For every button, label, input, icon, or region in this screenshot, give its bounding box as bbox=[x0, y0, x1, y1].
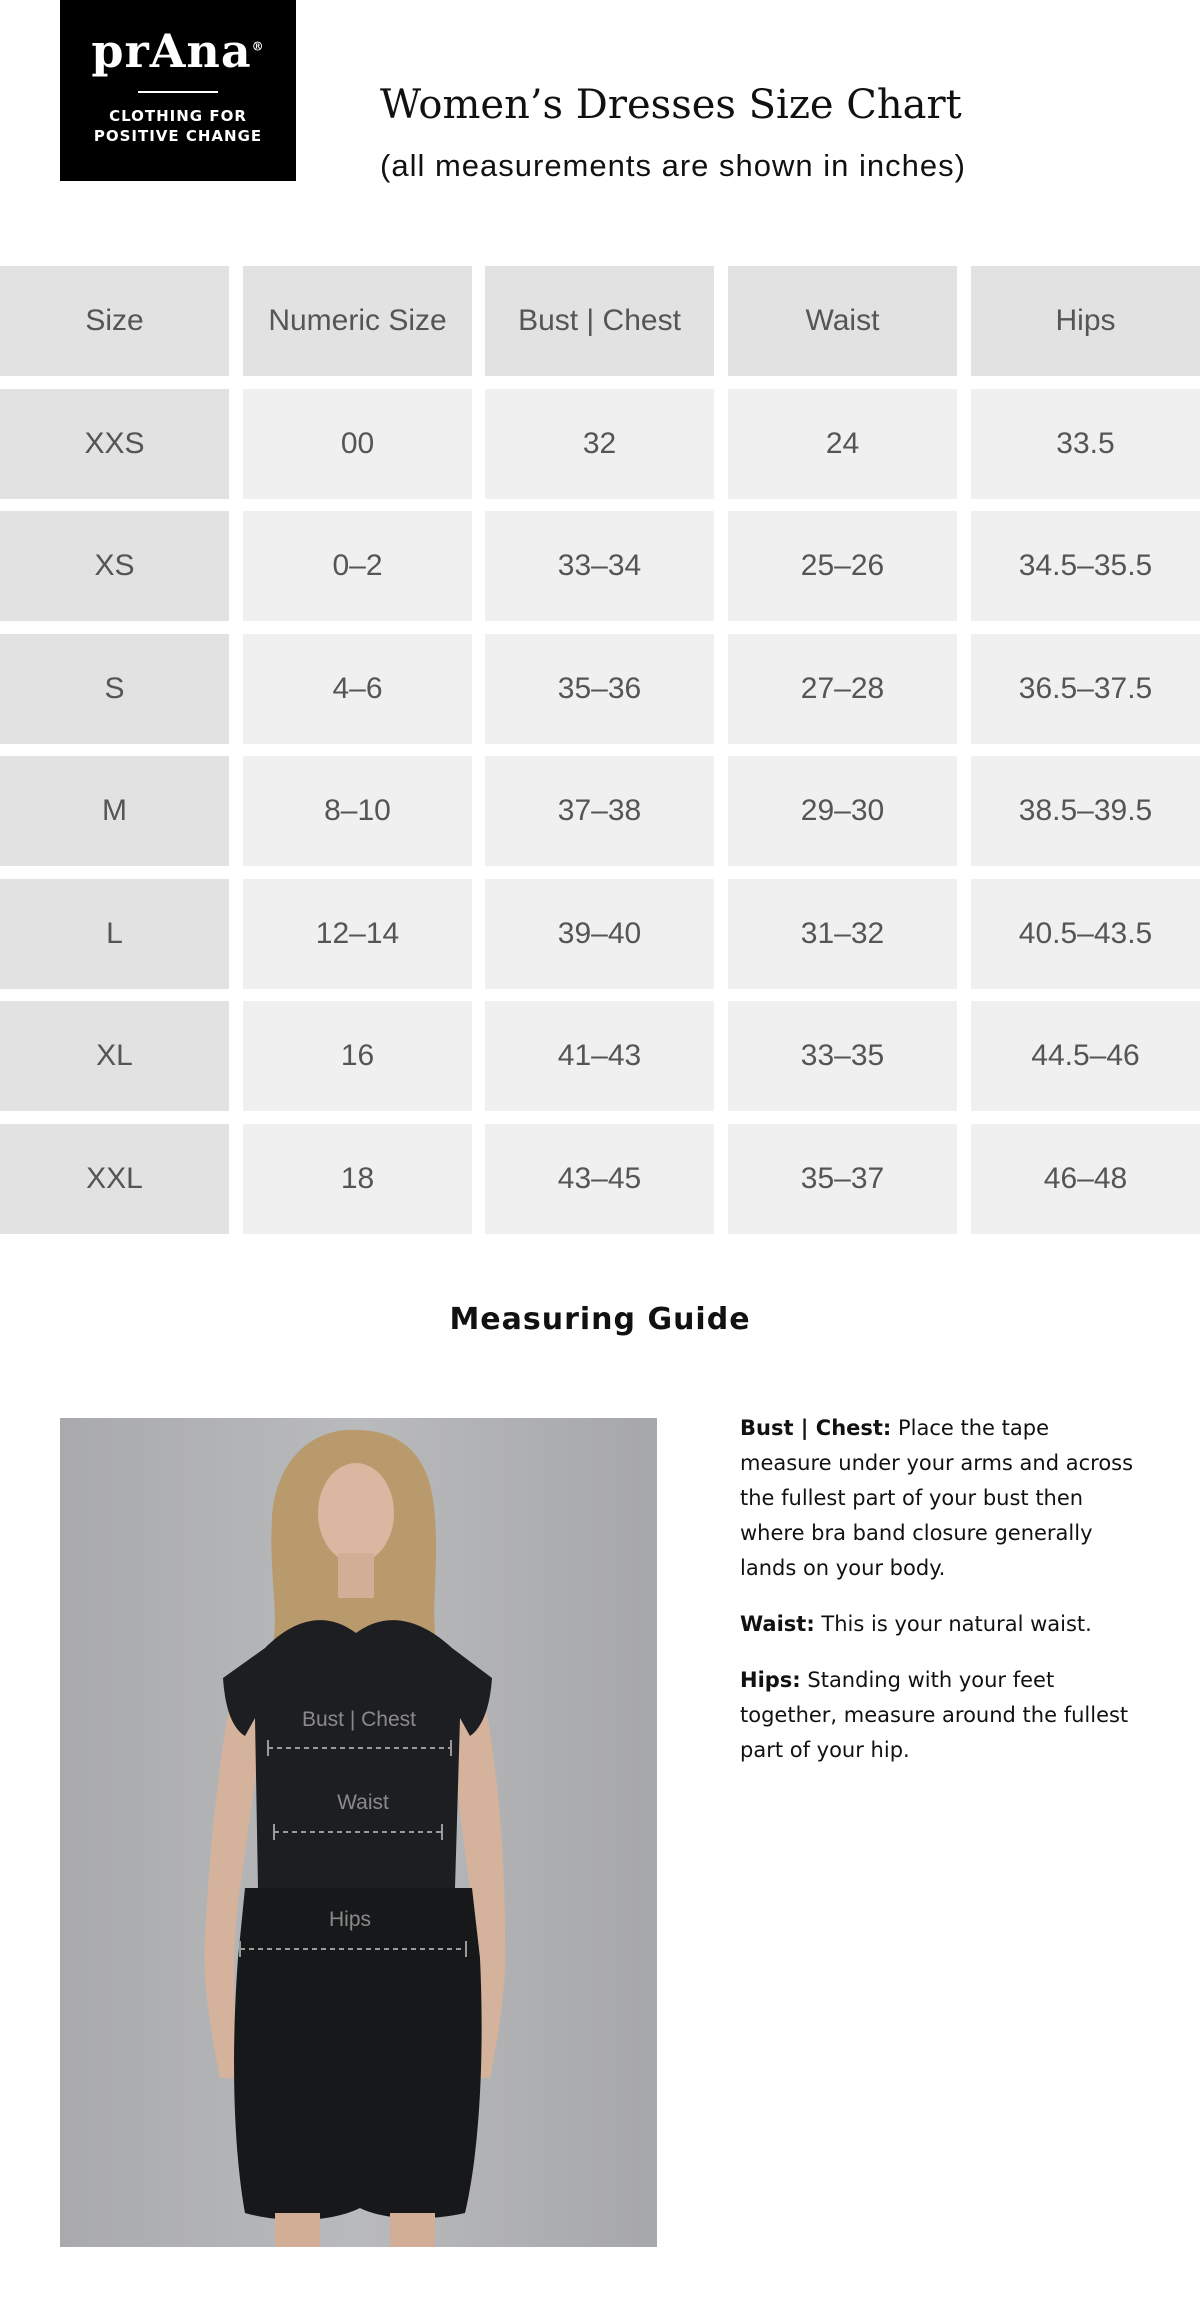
table-cell: 34.5–35.5 bbox=[971, 511, 1200, 621]
prana-logo bbox=[60, 0, 296, 181]
size-label-cell: L bbox=[0, 879, 229, 989]
table-cell: 18 bbox=[243, 1124, 472, 1234]
size-label-cell: XXL bbox=[0, 1124, 229, 1234]
table-cell: 46–48 bbox=[971, 1124, 1200, 1234]
table-cell: 00 bbox=[243, 389, 472, 499]
column-header: Hips bbox=[971, 266, 1200, 376]
table-cell: 40.5–43.5 bbox=[971, 879, 1200, 989]
table-cell: 33–34 bbox=[485, 511, 714, 621]
logo-tagline: CLOTHING FOR POSITIVE CHANGE bbox=[93, 107, 263, 145]
table-cell: 37–38 bbox=[485, 756, 714, 866]
table-cell: 16 bbox=[243, 1001, 472, 1111]
size-chart-table bbox=[0, 266, 1200, 1234]
table-cell: 25–26 bbox=[728, 511, 957, 621]
column-header: Numeric Size bbox=[243, 266, 472, 376]
logo-wordmark: prAna® bbox=[91, 24, 265, 78]
model-photo bbox=[60, 1418, 657, 2247]
page-title: Women’s Dresses Size Chart bbox=[380, 82, 962, 128]
table-cell: 36.5–37.5 bbox=[971, 634, 1200, 744]
table-cell: 44.5–46 bbox=[971, 1001, 1200, 1111]
table-cell: 31–32 bbox=[728, 879, 957, 989]
column-header: Bust | Chest bbox=[485, 266, 714, 376]
guide-item-hips: Hips: Standing with your feet together, measure around the fullest part of your hip. bbox=[740, 1668, 1129, 1762]
size-label-cell: S bbox=[0, 634, 229, 744]
size-label-cell: M bbox=[0, 756, 229, 866]
measuring-instructions bbox=[740, 1411, 1140, 1789]
column-header: Size bbox=[0, 266, 229, 376]
table-cell: 39–40 bbox=[485, 879, 714, 989]
waist-measure-label: Waist bbox=[337, 1791, 389, 1814]
table-cell: 12–14 bbox=[243, 879, 472, 989]
table-cell: 33–35 bbox=[728, 1001, 957, 1111]
guide-item-bust: Bust | Chest: Place the tape measure under your arms and across the fullest part of your bust then where bra band closure generally lands on your body. bbox=[740, 1416, 1134, 1580]
page-subtitle: (all measurements are shown in inches) bbox=[380, 148, 966, 183]
model-illustration bbox=[60, 1418, 657, 2247]
table-cell: 43–45 bbox=[485, 1124, 714, 1234]
measuring-guide-heading: Measuring Guide bbox=[449, 1302, 751, 1337]
guide-item-waist: Waist: This is your natural waist. bbox=[740, 1612, 1092, 1636]
size-label-cell: XL bbox=[0, 1001, 229, 1111]
table-cell: 0–2 bbox=[243, 511, 472, 621]
logo-divider bbox=[138, 91, 218, 93]
table-cell: 4–6 bbox=[243, 634, 472, 744]
table-cell: 41–43 bbox=[485, 1001, 714, 1111]
table-cell: 32 bbox=[485, 389, 714, 499]
table-cell: 38.5–39.5 bbox=[971, 756, 1200, 866]
table-cell: 24 bbox=[728, 389, 957, 499]
size-label-cell: XS bbox=[0, 511, 229, 621]
hips-measure-label: Hips bbox=[328, 1908, 372, 1931]
bust-measure-label: Bust | Chest bbox=[301, 1708, 417, 1731]
table-cell: 8–10 bbox=[243, 756, 472, 866]
table-cell: 27–28 bbox=[728, 634, 957, 744]
column-header: Waist bbox=[728, 266, 957, 376]
table-cell: 33.5 bbox=[971, 389, 1200, 499]
size-label-cell: XXS bbox=[0, 389, 229, 499]
table-cell: 29–30 bbox=[728, 756, 957, 866]
table-cell: 35–37 bbox=[728, 1124, 957, 1234]
table-cell: 35–36 bbox=[485, 634, 714, 744]
